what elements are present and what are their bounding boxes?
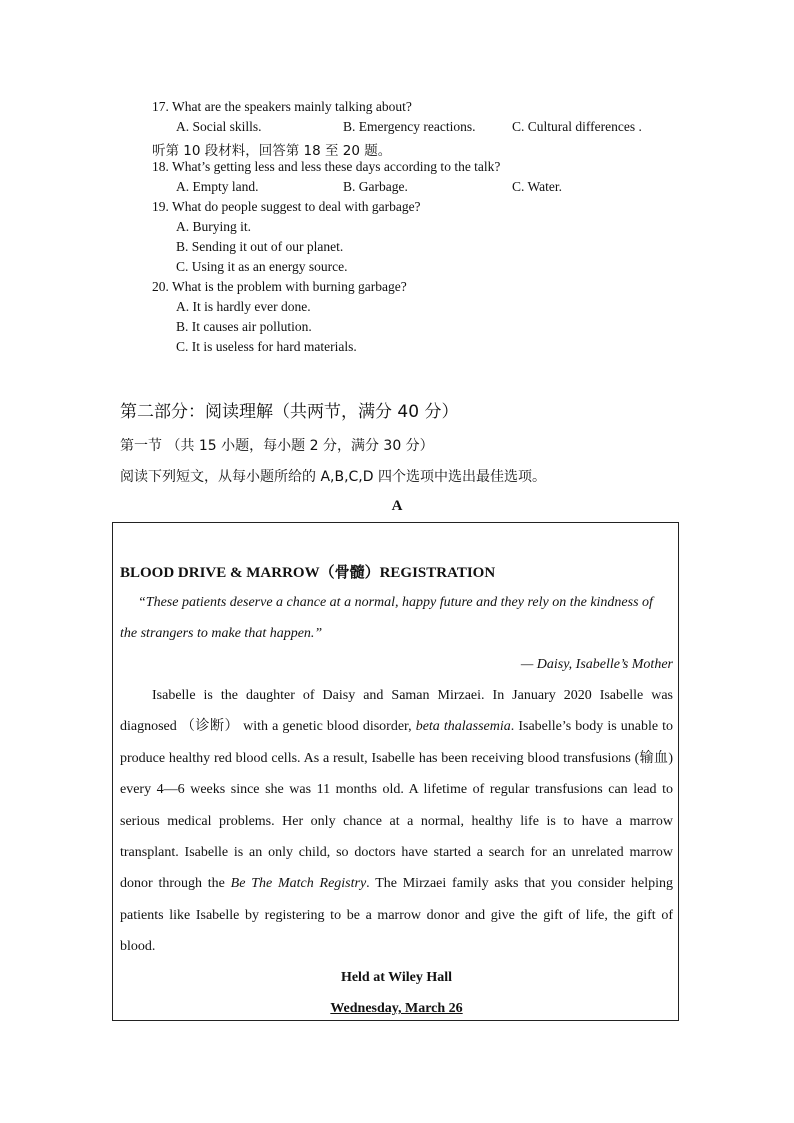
question-18-stem: 18. What’s getting less and less these days according to the talk? <box>152 159 501 174</box>
listening-instruction: 听第 10 段材料，回答第 18 至 20 题。 <box>152 143 392 159</box>
section-title: 第二部分：阅读理解（共两节，满分 40 分） <box>120 402 459 422</box>
question-18-option-a: A. Empty land. <box>176 179 259 194</box>
question-20-option-c: C. It is useless for hard materials. <box>176 339 357 354</box>
body-part-2: . Isabelle’s body is unable to produce healthy red blood cells. As a result, Isabelle has been receiving blood transfusions (输血) every 4—6 weeks since she was 11 months old. A lifetime of regular transfusions can lead to serious medical problems. Her only chance at a normal, healthy life is to have a marrow transplant. Isabelle is an only child, so doctors have started a search for an unrelated marrow donor through the <box>120 719 673 892</box>
question-19-option-b: B. Sending it out of our planet. <box>176 239 344 254</box>
passage-letter: A <box>391 498 403 514</box>
question-19-option-a: A. Burying it. <box>176 219 252 234</box>
passage-title: BLOOD DRIVE & MARROW（骨髓）REGISTRATION <box>120 565 496 581</box>
registry-name: Be The Match Registry <box>230 876 367 892</box>
question-18-option-c: C. Water. <box>512 179 563 194</box>
question-17-option-c: C. Cultural differences . <box>512 119 642 134</box>
question-20-option-b: B. It causes air pollution. <box>176 319 312 334</box>
question-19-option-c: C. Using it as an energy source. <box>176 259 348 274</box>
section-subtitle: 第一节 （共 15 小题，每小题 2 分，满分 30 分） <box>120 438 434 454</box>
event-date: Wednesday, March 26 <box>330 1001 463 1016</box>
event-location: Held at Wiley Hall <box>340 970 453 985</box>
question-19-stem: 19. What do people suggest to deal with garbage? <box>152 199 421 214</box>
body-part-3: . The Mirzaei family asks that you consider helping patients like Isabelle by registering to be a marrow donor and give the gift of life, the gift of blood. <box>120 876 673 955</box>
question-17-option-a: A. Social skills. <box>176 119 262 134</box>
disorder-name: beta thalassemia <box>415 719 511 735</box>
quote-attribution: — Daisy, Isabelle’s Mother <box>520 657 673 672</box>
passage-box <box>112 522 679 1021</box>
body-part-1: Isabelle is the daughter of Daisy and Saman Mirzaei. In January 2020 Isabelle was diagnosed （诊断） with a genetic blood disorder, <box>120 688 673 735</box>
event-date-line <box>120 993 673 1024</box>
passage-body <box>120 680 673 963</box>
question-17-option-b: B. Emergency reactions. <box>343 119 476 134</box>
question-17-stem: 17. What are the speakers mainly talking about? <box>152 99 412 114</box>
question-20-option-a: A. It is hardly ever done. <box>176 299 311 314</box>
question-20-stem: 20. What is the problem with burning garbage? <box>152 279 407 294</box>
section-instruction: 阅读下列短文，从每小题所给的 A,B,C,D 四个选项中选出最佳选项。 <box>120 469 546 485</box>
question-18-option-b: B. Garbage. <box>343 179 408 194</box>
passage-quote: “These patients deserve a chance at a normal, happy future and they rely on the kindness of the strangers to make that happen.” <box>120 595 653 641</box>
